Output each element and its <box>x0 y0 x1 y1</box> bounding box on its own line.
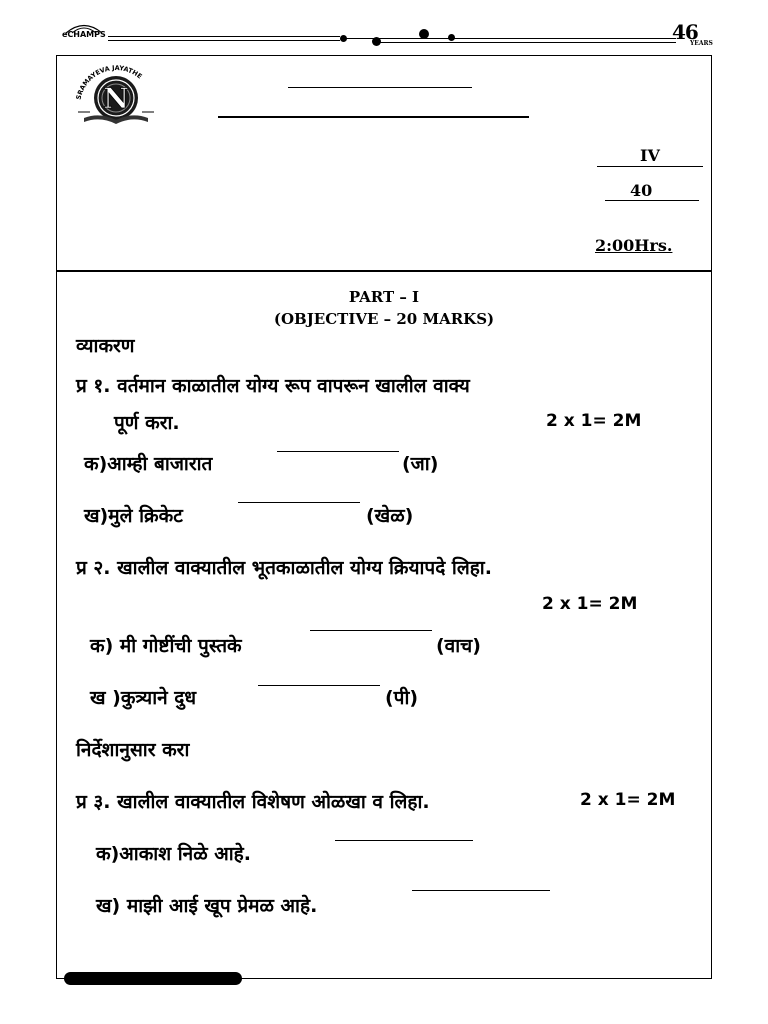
ornament-line <box>380 42 676 43</box>
q2-a-hint: (वाच) <box>436 635 481 657</box>
header-divider <box>56 270 712 272</box>
q2-marks: 2 x 1= 2M <box>542 594 638 614</box>
q3-item-b: ख) माझी आई खूप प्रेमळ आहे. <box>96 895 318 917</box>
q1-marks: 2 x 1= 2M <box>546 411 642 431</box>
q1-text-line2: पूर्ण करा. <box>114 412 180 434</box>
ornament-dot <box>448 34 455 41</box>
q3-a-blank <box>335 840 473 841</box>
part-subtitle: (OBJECTIVE – 20 MARKS) <box>273 310 495 328</box>
q2-b-blank <box>258 685 380 686</box>
exam-title-blank <box>218 116 529 118</box>
q1-a-hint: (जा) <box>402 453 439 475</box>
q1-b-blank <box>238 502 360 503</box>
q2-b-hint: (पी) <box>385 687 419 709</box>
q1-b-hint: (खेळ) <box>366 505 414 527</box>
std-underline <box>597 166 703 167</box>
anniversary-number: 46 <box>672 20 698 44</box>
q1-item-b: ख)मुले क्रिकेट <box>84 505 183 527</box>
ornament-dot <box>419 29 429 39</box>
time-value: 2:00Hrs. <box>595 236 673 255</box>
marks-underline <box>605 200 699 201</box>
q3-b-blank <box>412 890 550 891</box>
ornament-line <box>346 38 676 39</box>
logo-arc-text: SRAMAYEVA JAYATHE <box>74 63 144 101</box>
ornament-dot <box>372 37 381 46</box>
school-name-blank <box>288 87 472 88</box>
q3-text: प्र ३. खालील वाक्यातील विशेषण ओळखा व लिहा. <box>76 791 430 813</box>
q3-marks: 2 x 1= 2M <box>580 790 676 810</box>
std-value: IV <box>640 146 660 165</box>
ornament-line <box>108 36 340 37</box>
q1-a-blank <box>277 451 399 452</box>
school-logo <box>70 62 162 130</box>
brand-text: eCHAMPS <box>62 30 106 39</box>
grammar-heading: व्याकरण <box>76 335 135 357</box>
page-footer-bar <box>64 972 242 985</box>
logo-letter: N <box>103 82 129 115</box>
instructions-heading: निर्देशानुसार करा <box>76 739 190 761</box>
anniversary-label: YEARS <box>690 40 713 47</box>
q1-text: प्र १. वर्तमान काळातील योग्य रूप वापरून खालील वाक्य <box>76 375 470 397</box>
q1-item-a: क)आम्ही बाजारात <box>84 453 213 475</box>
part-heading: PART – I <box>348 288 420 306</box>
anniversary-badge <box>672 20 713 47</box>
q2-item-b: ख )कुत्र्याने दुध <box>90 687 197 709</box>
ornament-line <box>108 40 340 41</box>
ornament-dot <box>340 35 347 42</box>
top-ornament <box>0 0 768 52</box>
q3-item-a: क)आकाश निळे आहे. <box>96 843 251 865</box>
marks-value: 40 <box>630 181 653 200</box>
q2-item-a: क) मी गोष्टींची पुस्तके <box>90 635 242 657</box>
q2-text: प्र २. खालील वाक्यातील भूतकाळातील योग्य क्रियापदे लिहा. <box>76 557 492 579</box>
q2-a-blank <box>310 630 432 631</box>
